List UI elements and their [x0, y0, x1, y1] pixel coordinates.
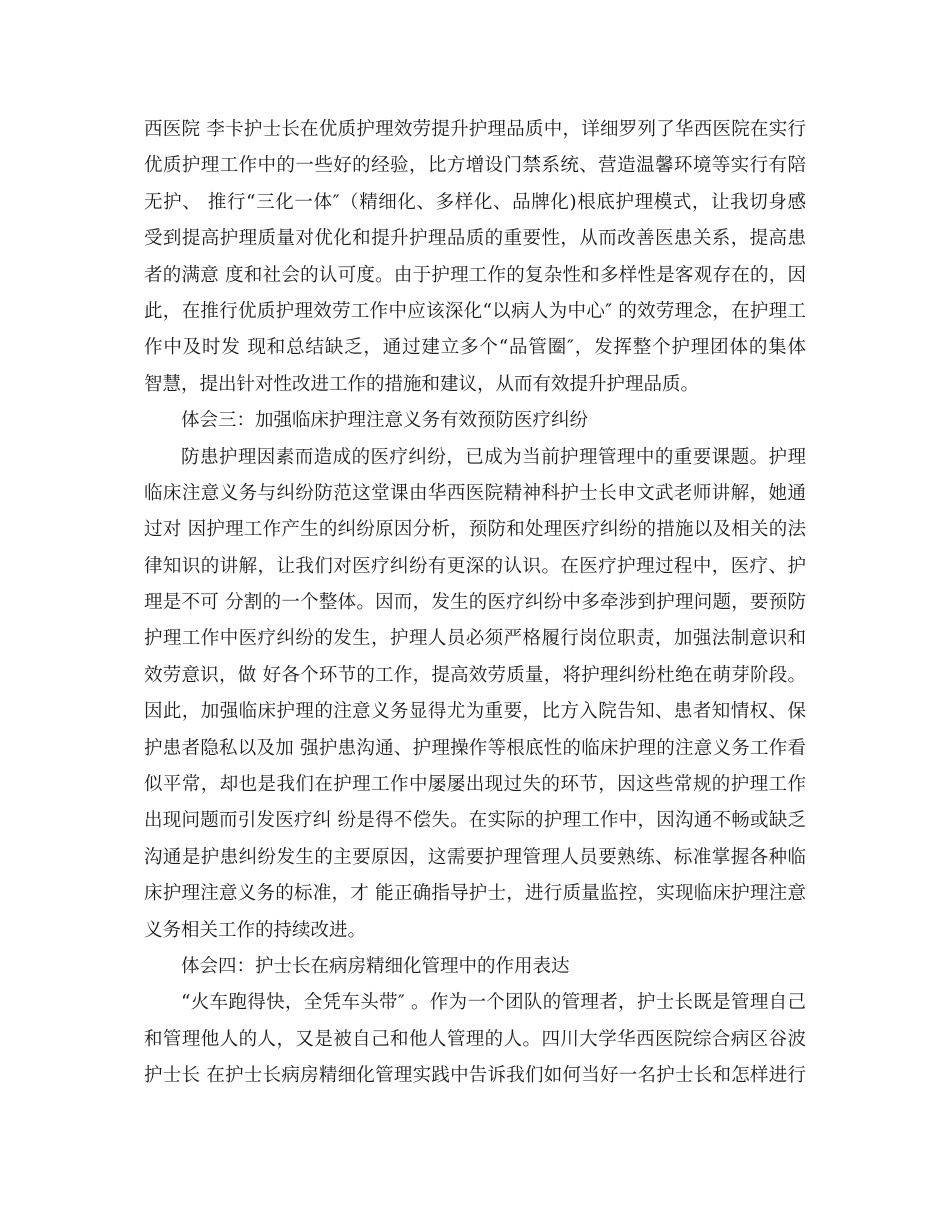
text-line: 护理工作中医疗纠纷的发生，护理人员必须严格履行岗位职责，加强法制意识和 — [144, 628, 806, 650]
text-line: 因此，加强临床护理的注意义务显得尤为重要，比方入院告知、患者知情权、保 — [144, 701, 806, 723]
text-line: 和管理他人的人，又是被自己和他人管理的人。四川大学华西医院综合病区谷波 — [144, 1028, 806, 1050]
body-text — [144, 112, 806, 1095]
text-line: 护患者隐私以及加 强护患沟通、护理操作等根底性的临床护理的注意义务工作看 — [144, 737, 806, 759]
text-line: 沟通是护患纠纷发生的主要原因，这需要护理管理人员要熟练、标准掌握各种临 — [144, 846, 806, 868]
section-heading: 体会四：护士长在病房精细化管理中的作用表达 — [181, 955, 570, 977]
text-line: 智慧，提出针对性改进工作的措施和建议，从而有效提升护理品质。 — [144, 373, 700, 395]
text-line: 西医院 李卡护士长在优质护理效劳提升护理品质中，详细罗列了华西医院在实行 — [144, 119, 806, 140]
text-line: 似平常，却也是我们在护理工作中屡屡出现过失的环节，因这些常规的护理工作 — [144, 774, 806, 796]
text-line: 优质护理工作中的一些好的经验，比方增设门禁系统、营造温馨环境等实行有陪 — [144, 155, 806, 177]
text-line: 临床注意义务与纠纷防范这堂课由华西医院精神科护士长申文武老师讲解，她通 — [144, 482, 806, 504]
text-line: 作中及时发 现和总结缺乏，通过建立多个“品管圈″，发挥整个护理团体的集体 — [144, 337, 806, 359]
text-line: 效劳意识，做 好各个环节的工作，提高效劳质量，将护理纠纷杜绝在萌芽阶段。 — [144, 664, 806, 686]
text-line: 过对 因护理工作产生的纠纷原因分析，预防和处理医疗纠纷的措施以及相关的法 — [144, 519, 806, 541]
text-line: 此，在推行优质护理效劳工作中应该深化“以病人为中心″ 的效劳理念，在护理工 — [144, 300, 806, 322]
text-line: 理是不可 分割的一个整体。因而，发生的医疗纠纷中多牵涉到护理问题，要预防 — [144, 592, 806, 614]
text-line: “火车跑得快，全凭车头带″ 。作为一个团队的管理者，护士长既是管理自己 — [181, 992, 806, 1014]
text-line: 护士长 在护士长病房精细化管理实践中告诉我们如何当好一名护士长和怎样进行 — [144, 1065, 806, 1087]
text-line: 床护理注意义务的标准，才 能正确指导护士，进行质量监控，实现临床护理注意 — [144, 883, 806, 905]
text-line: 出现问题而引发医疗纠 纷是得不偿失。在实际的护理工作中，因沟通不畅或缺乏 — [144, 810, 806, 832]
text-line: 受到提高护理质量对优化和提升护理品质的重要性，从而改善医患关系，提高患 — [144, 228, 806, 250]
text-line: 无护、 推行“三化一体″（精细化、多样化、品牌化)根底护理模式，让我切身感 — [144, 191, 806, 213]
section-heading: 体会三：加强临床护理注意义务有效预防医疗纠纷 — [181, 410, 589, 432]
text-line: 律知识的讲解，让我们对医疗纠纷有更深的认识。在医疗护理过程中，医疗、护 — [144, 555, 806, 577]
text-line: 者的满意 度和社会的认可度。由于护理工作的复杂性和多样性是客观存在的，因 — [144, 264, 806, 286]
text-line: 防患护理因素而造成的医疗纠纷，已成为当前护理管理中的重要课题。护理 — [181, 446, 806, 468]
text-line: 义务相关工作的持续改进。 — [144, 919, 367, 941]
